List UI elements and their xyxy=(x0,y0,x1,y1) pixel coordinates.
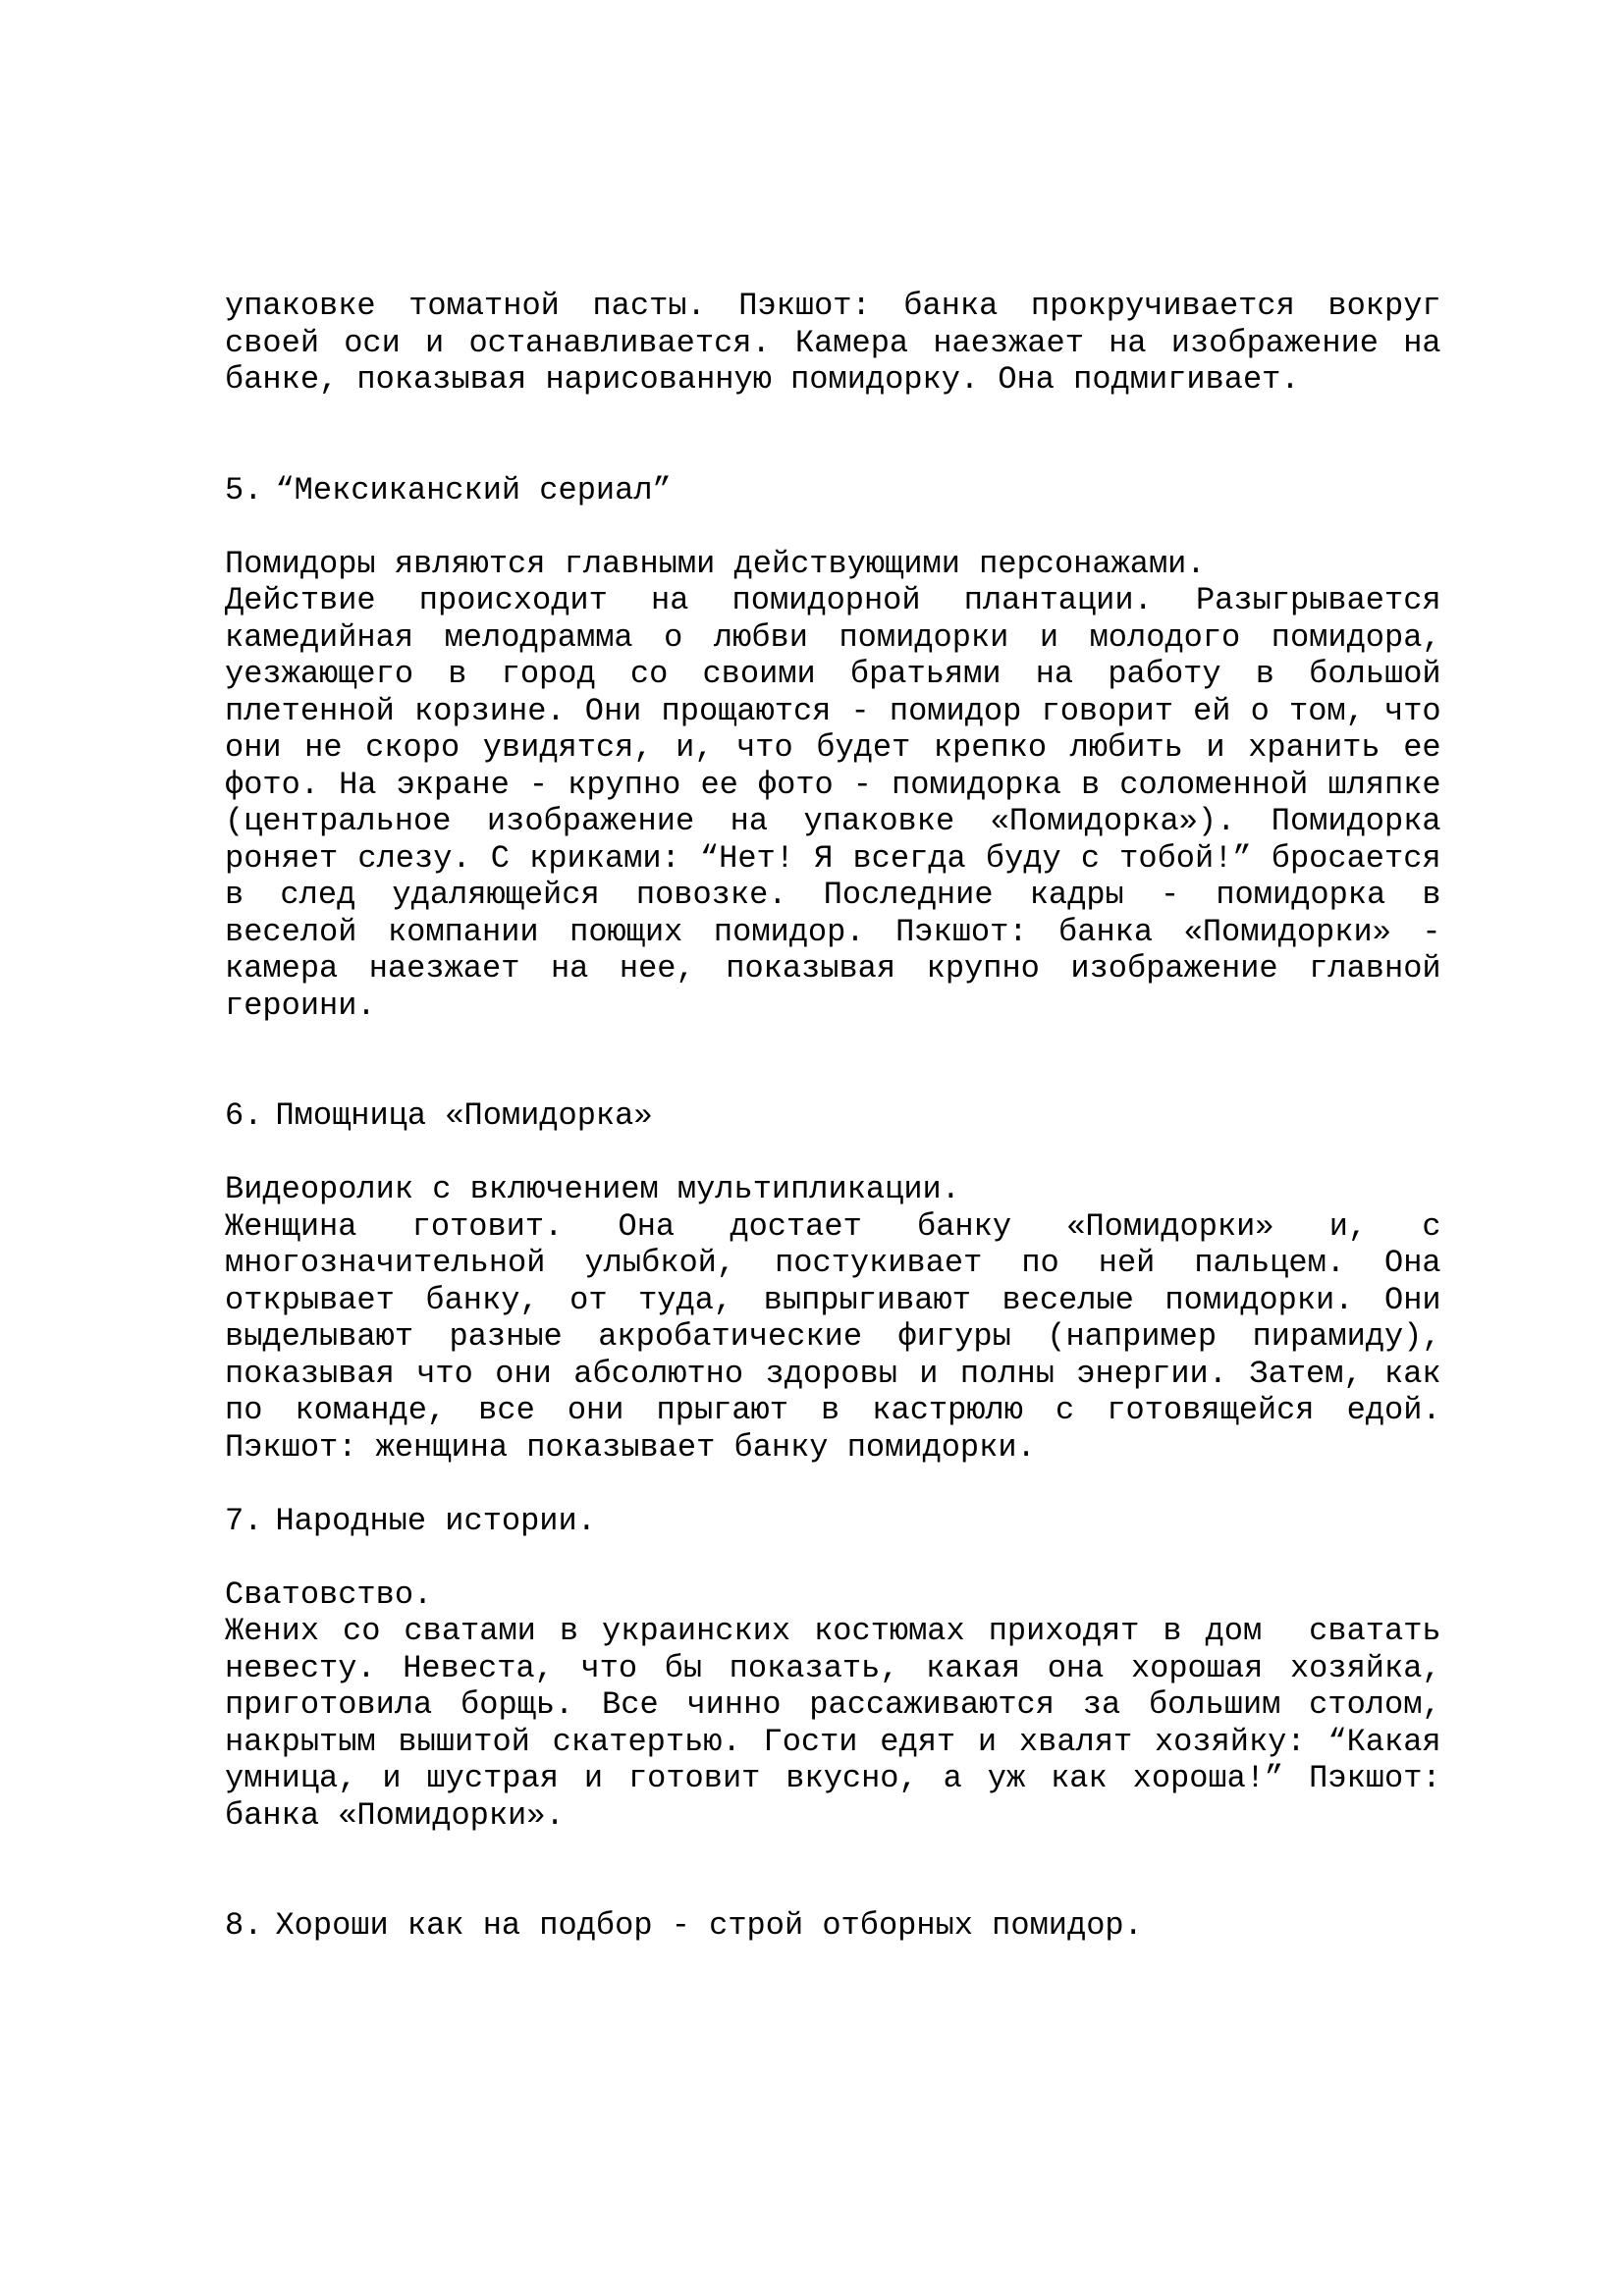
section-heading-7 xyxy=(225,1503,1441,1540)
paragraph-section-5 xyxy=(225,546,1441,1025)
section-heading-6 xyxy=(225,1097,1441,1135)
paragraph-segment: упаковке томатной пасты. Пэкшот: банка прокручивается вокруг своей оси и останавливается. Камера наезжает на изображение на банке, показывая нарисованную помидорку. Она подмигивает. xyxy=(225,288,1441,398)
paragraph-section-7 xyxy=(225,1576,1441,1835)
section-title: Пмощница «Помидорка» xyxy=(275,1097,653,1134)
section-heading-8 xyxy=(225,1907,1441,1945)
section-title: Хороши как на подбор - строй отборных помидор. xyxy=(275,1907,1143,1944)
paragraph-segment: Действие происходит на помидорной плантации. Разыгрывается камедийная мелодрамма о любви помидорки и молодого помидора, уезжающего в город со своими братьями на работу в большой плетенной корзине. Они прощаются - помидор говорит ей о том, что они не скоро увидятся, и, что будет крепко любить и хранить ее фото. На экране - крупно ее фото - помидорка в соломенной шляпке (центральное изображение на упаковке «Помидорка»). Помидорка роняет слезу. С криками: “Нет! Я всегда буду с тобой!” бросается в след удаляющейся повозке. Последние кадры - помидорка в веселой компании поющих помидор. Пэкшот: банка «Помидорки» - камера наезжает на нее, показывая крупно изображение главной героини. xyxy=(225,582,1441,1024)
paragraph-segment: Сватовство. xyxy=(225,1575,433,1613)
section-title: “Мексиканский сериал” xyxy=(275,471,672,508)
paragraph-segment: Помидоры являются главными действующими персонажами. xyxy=(225,545,1206,582)
section-number: 5. xyxy=(225,471,263,508)
section-number: 6. xyxy=(225,1097,263,1134)
document-body xyxy=(225,288,1441,1945)
section-heading-5 xyxy=(225,472,1441,509)
section-title: Народные истории. xyxy=(275,1502,596,1539)
paragraph-segment: Жених со сватами в украинских костюмах приходят в дом сватать невесту. Невеста, что бы показать, какая она хорошая хозяйка, приготовила борщь. Все чинно рассаживаются за большим столом, накрытым вышитой скатертью. Гости едят и хвалят хозяйку: “Какая умница, и шустрая и готовит вкусно, а уж как хороша!” Пэкшот: банка «Помидорки». xyxy=(225,1613,1441,1834)
paragraph-segment: Женщина готовит. Она достает банку «Помидорки» и, с многозначительной улыбкой, постукивает по ней пальцем. Она открывает банку, от туда, выпрыгивают веселые помидорки. Они выделывают разные акробатические фигуры (например пирамиду), показывая что они абсолютно здоровы и полны энергии. Затем, как по команде, все они прыгают в кастрюлю с готовящейся едой. Пэкшот: женщина показывает банку помидорки. xyxy=(225,1207,1441,1466)
paragraph-segment: Видеоролик с включением мультипликации. xyxy=(225,1171,960,1207)
section-number: 7. xyxy=(225,1502,263,1539)
section-number: 8. xyxy=(225,1907,263,1944)
paragraph-section-6 xyxy=(225,1171,1441,1466)
paragraph-intro-continuation xyxy=(225,288,1441,399)
